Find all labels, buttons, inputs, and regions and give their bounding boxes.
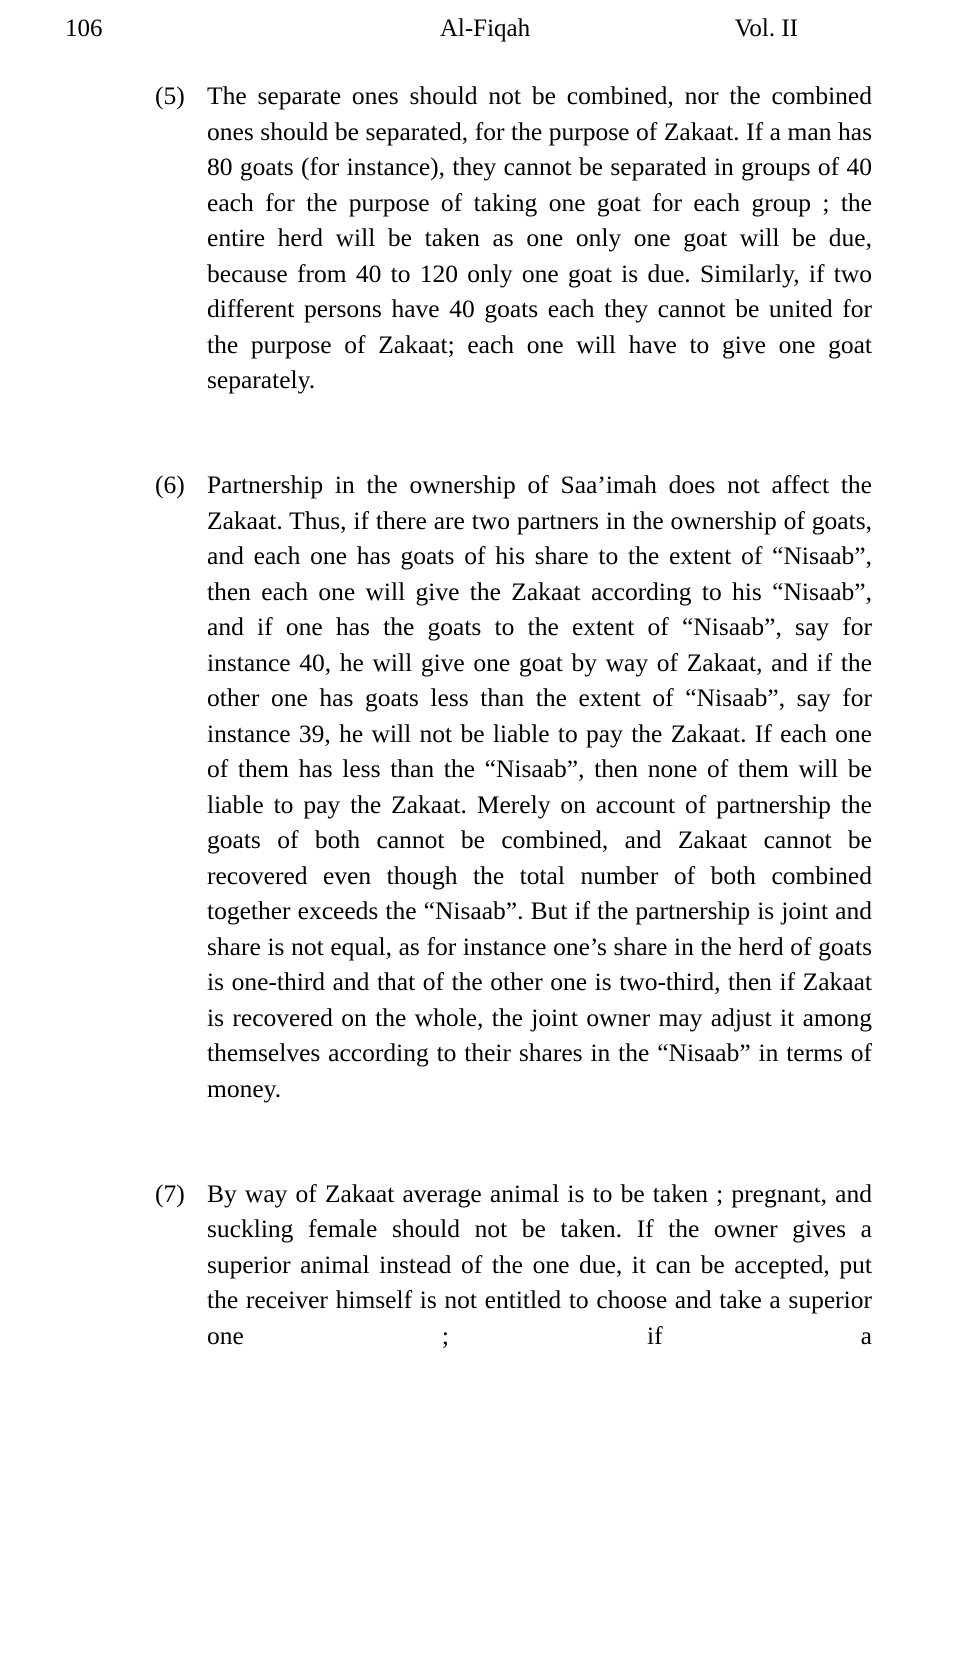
- volume-label: Vol. II: [734, 15, 798, 42]
- running-head: [60, 14, 890, 58]
- numbered-paragraph: [155, 1176, 872, 1389]
- page-number: 106: [65, 15, 103, 42]
- paragraph-text: The separate ones should not be combined, nor the combined ones should be separated, for the purpose of Zakaat. If a man has 80 goats (for instance), they cannot be separated in groups of 40 each for the purpose of taking one goat for each group ; the entire herd will be taken as one only one goat will be due, because from 40 to 120 only one goat is due. Similarly, if two different persons have 40 goats each they cannot be united for the purpose of Zakaat; each one will have to give one goat separately.: [207, 81, 872, 394]
- book-title: Al-Fiqah: [439, 15, 531, 42]
- paragraph-text: By way of Zakaat average animal is to be taken ; pregnant, and suckling female should not be taken. If the owner gives a superior animal instead of the one due, it can be accepted, put the receiver himself is not entitled to choose and take a superior one ; if a: [207, 1178, 872, 1350]
- paragraph-marker: (7): [155, 1178, 185, 1208]
- paragraph-text: Partnership in the ownership of Saa’imah does not affect the Zakaat. Thus, if there are two partners in the ownership of goats, and each one has goats of his share to the extent of “Nisaab”, then each one will give the Zakaat according to his “Nisaab”, and if one has the goats to the extent of “Nisaab”, say for instance 40, he will give one goat by way of Zakaat, and if the other one has goats less than the extent of “Nisaab”, say for instance 39, he will not be liable to pay the Zakaat. If each one of them has less than the “Nisaab”, then none of them will be liable to pay the Zakaat. Merely on account of partnership the goats of both cannot be combined, and Zakaat cannot be recovered even though the total number of both combined together exceeds the “Nisaab”. But if the partnership is joint and share is not equal, as for instance one’s share in the herd of goats is one-third and that of the other one is two-third, then if Zakaat is recovered on the whole, the joint owner may adjust it among themselves according to their shares in the “Nisaab” in terms of money.: [207, 470, 872, 1103]
- body-text: [60, 78, 890, 1389]
- paragraph-marker: (5): [155, 81, 185, 110]
- numbered-paragraph: [155, 78, 872, 433]
- paragraph-marker: (6): [155, 470, 185, 499]
- numbered-paragraph: [155, 467, 872, 1142]
